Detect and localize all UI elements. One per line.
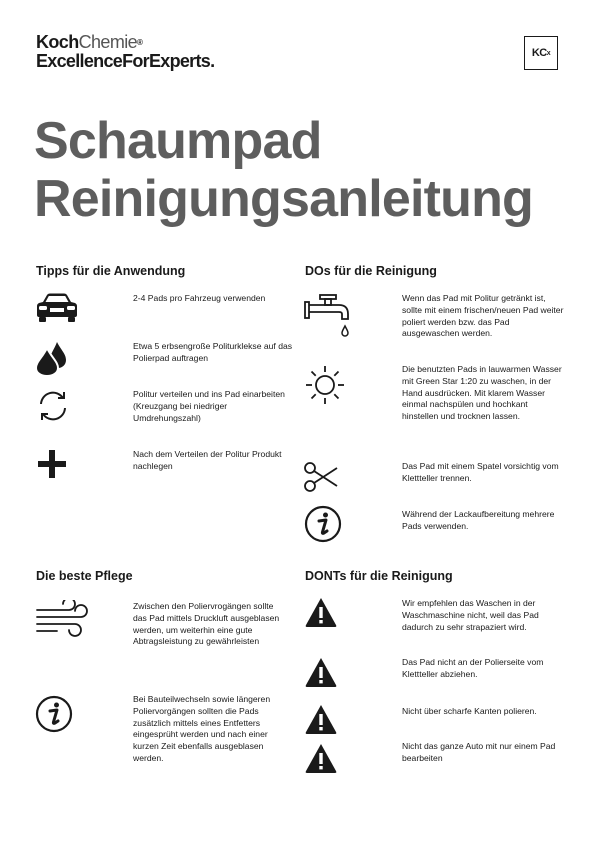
donts-item-1-text: Wir empfehlen das Waschen in der Waschmaschine nicht, weil das Pad dadurch zu sehr strapaziert wird. <box>402 598 539 632</box>
donts-item-2-text: Das Pad nicht an der Polierseite vom Klettteller abziehen. <box>402 657 544 679</box>
title-line-1: Schaumpad <box>34 112 322 170</box>
kcx-badge-sub: x <box>546 49 551 57</box>
section-heading-care: Die beste Pflege <box>36 569 133 583</box>
warning-icon <box>304 656 338 688</box>
warning-icon <box>304 742 338 774</box>
brand-tagline: ExcellenceForExperts. <box>36 51 215 71</box>
tips-item-1-text: 2-4 Pads pro Fahrzeug verwenden <box>133 293 266 303</box>
plus-icon <box>36 448 68 480</box>
brand-logo <box>36 33 214 71</box>
section-heading-donts: DONTs für die Reinigung <box>305 569 453 583</box>
section-heading-tips: Tipps für die Anwendung <box>36 264 186 278</box>
brand-name-koch: Koch <box>36 32 79 52</box>
rotate-arrows-icon <box>36 389 70 423</box>
title-line-2: Reinigungsanleitung <box>34 170 534 228</box>
tips-item-2-text: Etwa 5 erbsengroße Politurklekse auf das Polierpad auftragen <box>133 341 293 363</box>
car-icon <box>35 292 79 324</box>
donts-item-4-text: Nicht das ganze Auto mit nur einem Pad bearbeiten <box>402 741 556 763</box>
registered-mark: ® <box>137 38 143 47</box>
care-item-1-text: Zwischen den Poliervrogängen sollte das Pad mittels Druckluft ausgeblasen werden, um weiterhin eine gute Abtragsleistung zu gewährleisten <box>133 601 280 647</box>
tips-item-3-text: Politur verteilen und ins Pad einarbeiten (Kreuzgang bei niedriger Umdrehungszahl) <box>133 389 285 423</box>
donts-item-3-text: Nicht über scharfe Kanten polieren. <box>402 706 537 716</box>
water-tap-icon <box>303 292 355 340</box>
page-title <box>34 112 533 228</box>
drops-icon <box>35 340 69 378</box>
dos-item-3-text: Das Pad mit einem Spatel vorsichtig vom Klettteller trennen. <box>402 461 559 483</box>
sun-icon <box>304 364 346 406</box>
section-heading-dos: DOs für die Reinigung <box>305 264 437 278</box>
dos-item-1-text: Wenn das Pad mit Politur getränkt ist, sollte mit einem frischen/neuen Pad weiter poliert werden bzw. das Pad ausgewaschen werden. <box>402 293 564 339</box>
dos-item-4-text: Während der Lackaufbereitung mehrere Pads verwenden. <box>402 509 555 531</box>
care-item-2-text: Bei Bauteilwechseln sowie längeren Poliervorgängen sollten die Pads zusätzlich mittels eines Entfetters eingesprüht werden und nach einer kurzen Zeit ebenfalls ausgeblasen werden. <box>133 694 271 763</box>
tips-item-4-text: Nach dem Verteilen der Politur Produkt nachlegen <box>133 449 282 471</box>
air-blow-icon <box>35 600 95 638</box>
kcx-badge-main: KC <box>531 47 547 59</box>
scissors-icon <box>303 460 339 494</box>
dos-item-2-text: Die benutzten Pads in lauwarmen Wasser mit Green Star 1:20 zu waschen, in der Hand ausdrücken. Mit klarem Wasser einmal nachspülen und hochkant hinstellen und trocknen lassen. <box>402 364 562 422</box>
kcx-badge <box>524 36 558 70</box>
warning-icon <box>304 596 338 628</box>
info-icon <box>35 695 73 733</box>
info-icon <box>304 505 342 543</box>
warning-icon <box>304 703 338 735</box>
brand-name-chemie: Chemie <box>78 32 138 52</box>
